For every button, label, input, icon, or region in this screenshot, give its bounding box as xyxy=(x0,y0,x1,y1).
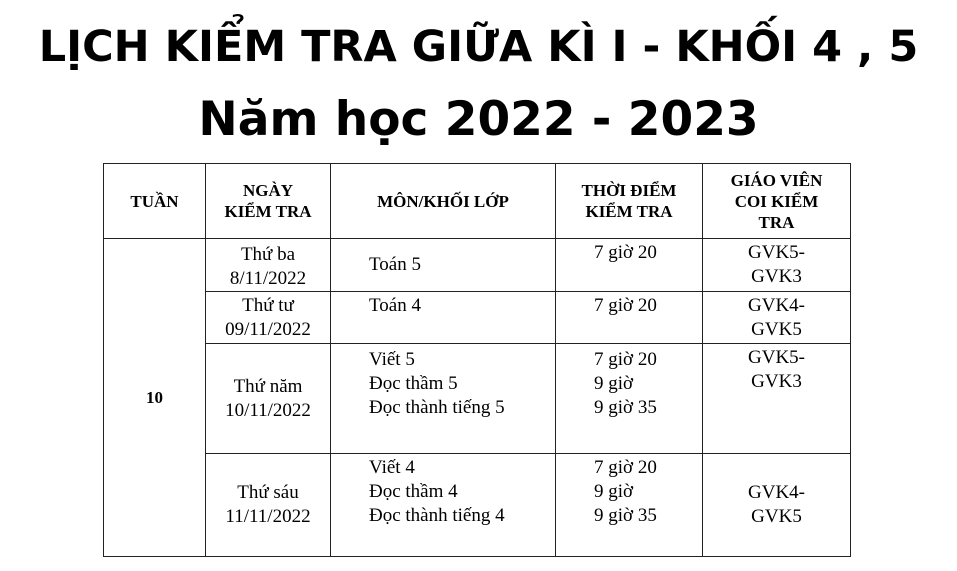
header-date-line1: NGÀY xyxy=(242,181,294,200)
time-cell xyxy=(556,344,703,454)
exam-schedule-table xyxy=(103,163,851,557)
week-cell: 10 xyxy=(104,239,206,557)
table-row xyxy=(104,239,851,292)
time-cell xyxy=(556,454,703,557)
teacher-item: GVK5- xyxy=(748,242,805,263)
date-cell xyxy=(206,292,331,344)
header-teacher-line3: TRA xyxy=(758,212,795,232)
day-label: Thứ sáu xyxy=(237,482,299,503)
header-time-line2: KIỂM TRA xyxy=(585,202,673,221)
subject-item: Toán 4 xyxy=(369,295,421,316)
teacher-item: GVK4- xyxy=(748,295,805,316)
table-row xyxy=(104,454,851,557)
header-time-line1: THỜI ĐIỂM xyxy=(581,181,677,200)
subject-item: Đọc thầm 4 xyxy=(369,481,458,502)
time-item: 9 giờ xyxy=(594,373,634,394)
date-cell xyxy=(206,344,331,454)
header-date xyxy=(206,164,331,239)
date-label: 11/11/2022 xyxy=(225,506,311,527)
subject-item: Viết 4 xyxy=(369,457,415,478)
date-label: 09/11/2022 xyxy=(225,319,311,340)
day-label: Thứ tư xyxy=(242,295,294,316)
subject-cell xyxy=(331,239,556,292)
teacher-cell xyxy=(703,239,851,292)
time-item: 7 giờ 20 xyxy=(594,349,657,370)
subject-cell xyxy=(331,454,556,557)
header-week: TUẦN xyxy=(104,164,206,239)
subject-item: Viết 5 xyxy=(369,349,415,370)
teacher-cell xyxy=(703,344,851,454)
teacher-item: GVK3 xyxy=(751,371,802,392)
subject-item: Đọc thành tiếng 4 xyxy=(369,505,505,526)
subject-item: Đọc thành tiếng 5 xyxy=(369,397,505,418)
teacher-item: GVK5- xyxy=(748,347,805,368)
time-item: 7 giờ 20 xyxy=(594,457,657,478)
teacher-item: GVK3 xyxy=(751,266,802,287)
page-title: LỊCH KIỂM TRA GIỮA KÌ I - KHỐI 4 , 5 xyxy=(38,22,919,72)
header-time xyxy=(556,164,703,239)
table-row xyxy=(104,344,851,454)
date-cell xyxy=(206,239,331,292)
subject-cell xyxy=(331,292,556,344)
header-subject: MÔN/KHỐI LỚP xyxy=(331,164,556,239)
header-teacher-line2: COI KIỂM xyxy=(734,191,819,211)
subject-item: Đọc thầm 5 xyxy=(369,373,458,394)
teacher-cell xyxy=(703,454,851,557)
date-label: 10/11/2022 xyxy=(225,399,311,421)
teacher-item: GVK4- xyxy=(748,482,805,503)
time-item: 9 giờ xyxy=(594,481,634,502)
school-year-subtitle: Năm học 2022 - 2023 xyxy=(198,92,759,147)
date-cell xyxy=(206,454,331,557)
header-teacher-line1: GIÁO VIÊN xyxy=(730,170,823,190)
subject-item: Toán 5 xyxy=(369,254,421,275)
teacher-item: GVK5 xyxy=(751,506,802,527)
header-date-line2: KIỂM TRA xyxy=(224,202,312,221)
table-header-row xyxy=(104,164,851,239)
teacher-cell xyxy=(703,292,851,344)
table-row xyxy=(104,292,851,344)
time-cell xyxy=(556,239,703,292)
time-item: 9 giờ 35 xyxy=(594,505,657,526)
teacher-item: GVK5 xyxy=(751,319,802,340)
time-item: 7 giờ 20 xyxy=(594,242,657,263)
day-label: Thứ ba xyxy=(240,244,296,265)
subject-cell xyxy=(331,344,556,454)
day-label: Thứ năm xyxy=(233,375,303,397)
time-item: 7 giờ 20 xyxy=(594,295,657,316)
time-item: 9 giờ 35 xyxy=(594,397,657,418)
time-cell xyxy=(556,292,703,344)
header-teacher xyxy=(703,164,851,239)
date-label: 8/11/2022 xyxy=(229,268,307,289)
